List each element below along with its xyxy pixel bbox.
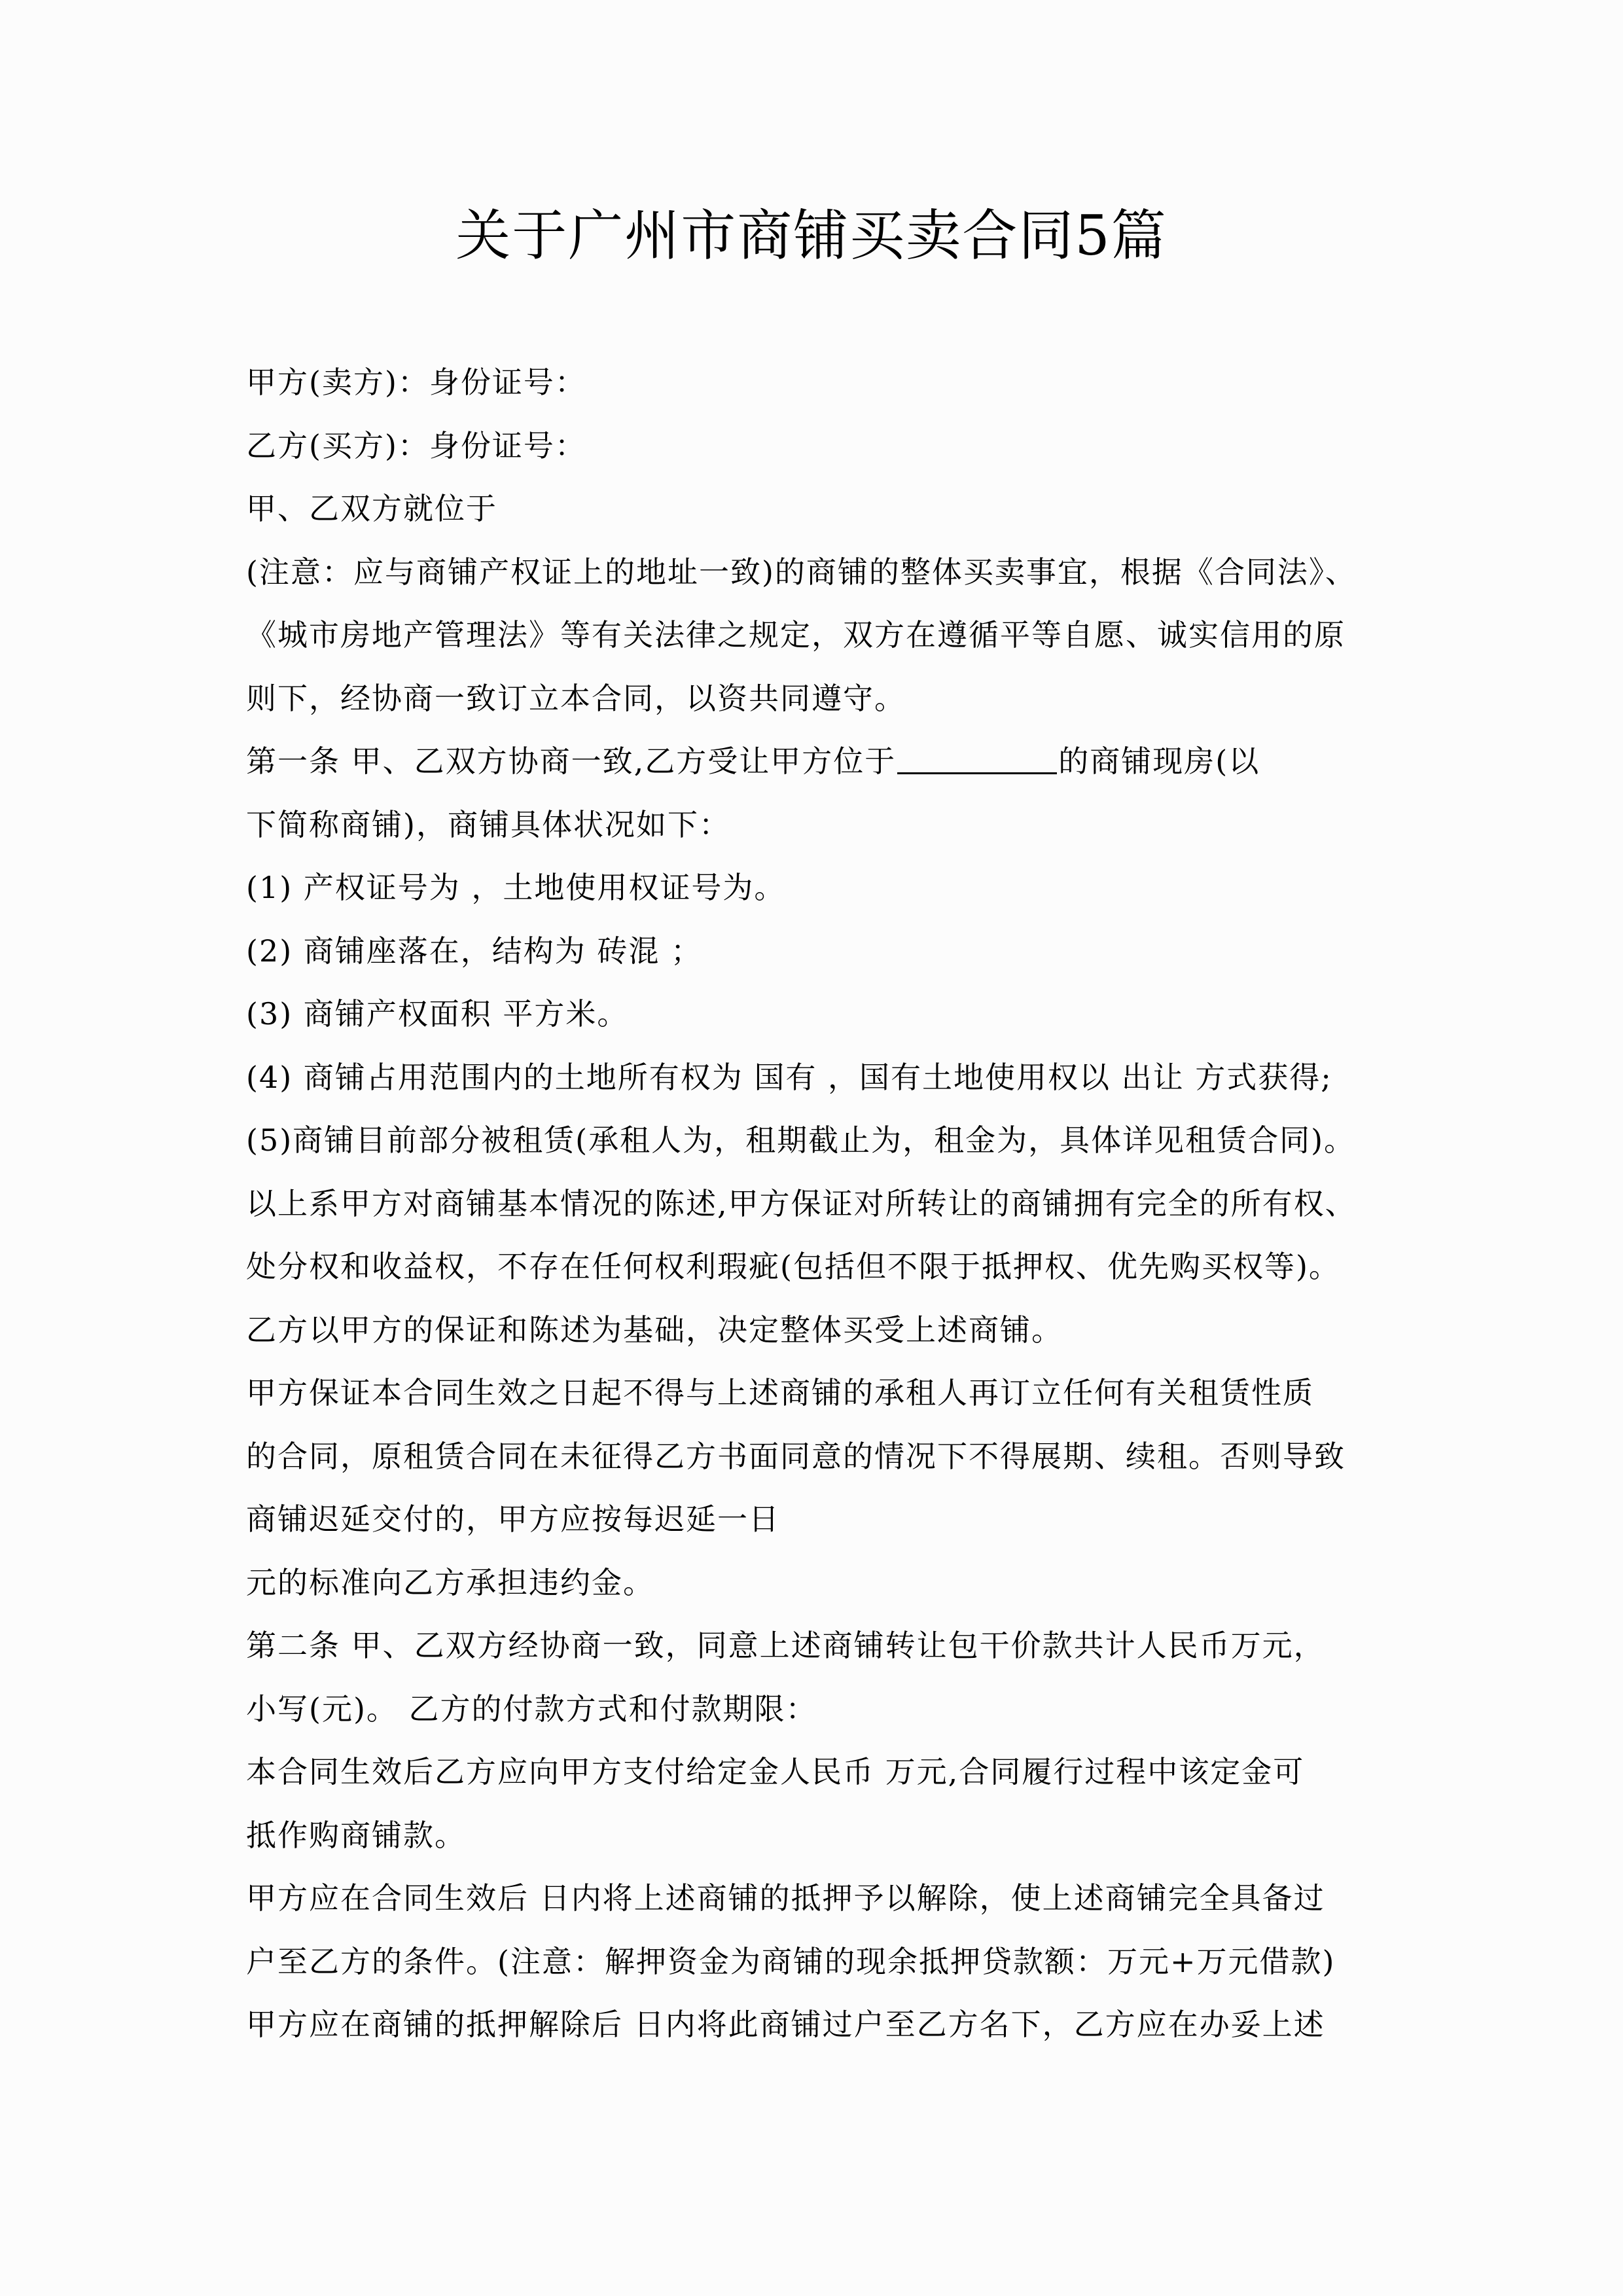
address-blank-field[interactable] (897, 742, 1057, 774)
body-line: 甲方保证本合同生效之日起不得与上述商铺的承租人再订立任何有关租赁性质 (246, 1375, 1314, 1410)
body-line: 甲、乙双方就位于 (246, 491, 497, 526)
body-line: 本合同生效后乙方应向甲方支付给定金人民币 万元,合同履行过程中该定金可 (246, 1754, 1305, 1789)
article-2-line: 第二条 甲、乙双方经协商一致，同意上述商铺转让包干价款共计人民币万元， (246, 1628, 1325, 1663)
body-line: 抵作购商铺款。 (246, 1817, 466, 1853)
list-item-2: (2) 商铺座落在，结构为 砖混 ； (246, 933, 703, 969)
party-b-line: 乙方(买方)：身份证号： (246, 427, 586, 463)
list-item-4: (4) 商铺占用范围内的土地所有权为 国有 ，国有土地使用权以 出让 方式获得; (246, 1059, 1332, 1095)
party-a-line: 甲方(卖方)：身份证号： (246, 365, 586, 400)
list-item-3: (3) 商铺产权面积 平方米。 (246, 996, 629, 1031)
body-line: 则下，经协商一致订立本合同，以资共同遵守。 (246, 680, 906, 716)
list-item-5: (5)商铺目前部分被租赁(承租人为，租期截止为，租金为，具体详见租赁合同)。 (246, 1122, 1356, 1158)
body-line: 小写(元)。 乙方的付款方式和付款期限： (246, 1691, 817, 1727)
article-1-text-before: 第一条 甲、乙双方协商一致,乙方受让甲方位于 (246, 744, 897, 779)
document-body (246, 351, 1398, 2056)
article-1-line (246, 730, 1398, 793)
body-line: 元的标准向乙方承担违约金。 (246, 1564, 654, 1600)
body-line: 《城市房地产管理法》等有关法律之规定，双方在遵循平等自愿、诚实信用的原 (246, 617, 1346, 653)
body-line: 甲方应在商铺的抵押解除后 日内将此商铺过户至乙方名下，乙方应在办妥上述 (246, 2007, 1325, 2042)
body-line: 乙方以甲方的保证和陈述为基础，决定整体买受上述商铺。 (246, 1312, 1063, 1348)
body-line: 下简称商铺)，商铺具体状况如下： (246, 806, 730, 842)
body-line: 的合同，原租赁合同在未征得乙方书面同意的情况下不得展期、续租。否则导致 (246, 1438, 1346, 1474)
article-1-text-after: 的商铺现房(以 (1058, 744, 1260, 779)
document-title: 关于广州市商铺买卖合同5篇 (455, 204, 1168, 268)
body-line: 以上系甲方对商铺基本情况的陈述,甲方保证对所转让的商铺拥有完全的所有权、 (246, 1185, 1357, 1221)
body-line: 户至乙方的条件。(注意：解押资金为商铺的现余抵押贷款额：万元+万元借款) (246, 1943, 1336, 1979)
body-line: 商铺迟延交付的，甲方应按每迟延一日 (246, 1501, 780, 1537)
body-line: 甲方应在合同生效后 日内将上述商铺的抵押予以解除，使上述商铺完全具备过 (246, 1880, 1325, 1916)
body-line: (注意：应与商铺产权证上的地址一致)的商铺的整体买卖事宜，根据《合同法》、 (246, 554, 1357, 590)
body-line: 处分权和收益权，不存在任何权利瑕疵(包括但不限于抵押权、优先购买权等)。 (246, 1249, 1340, 1284)
list-item-1: (1) 产权证号为 ，土地使用权证号为。 (246, 870, 786, 905)
